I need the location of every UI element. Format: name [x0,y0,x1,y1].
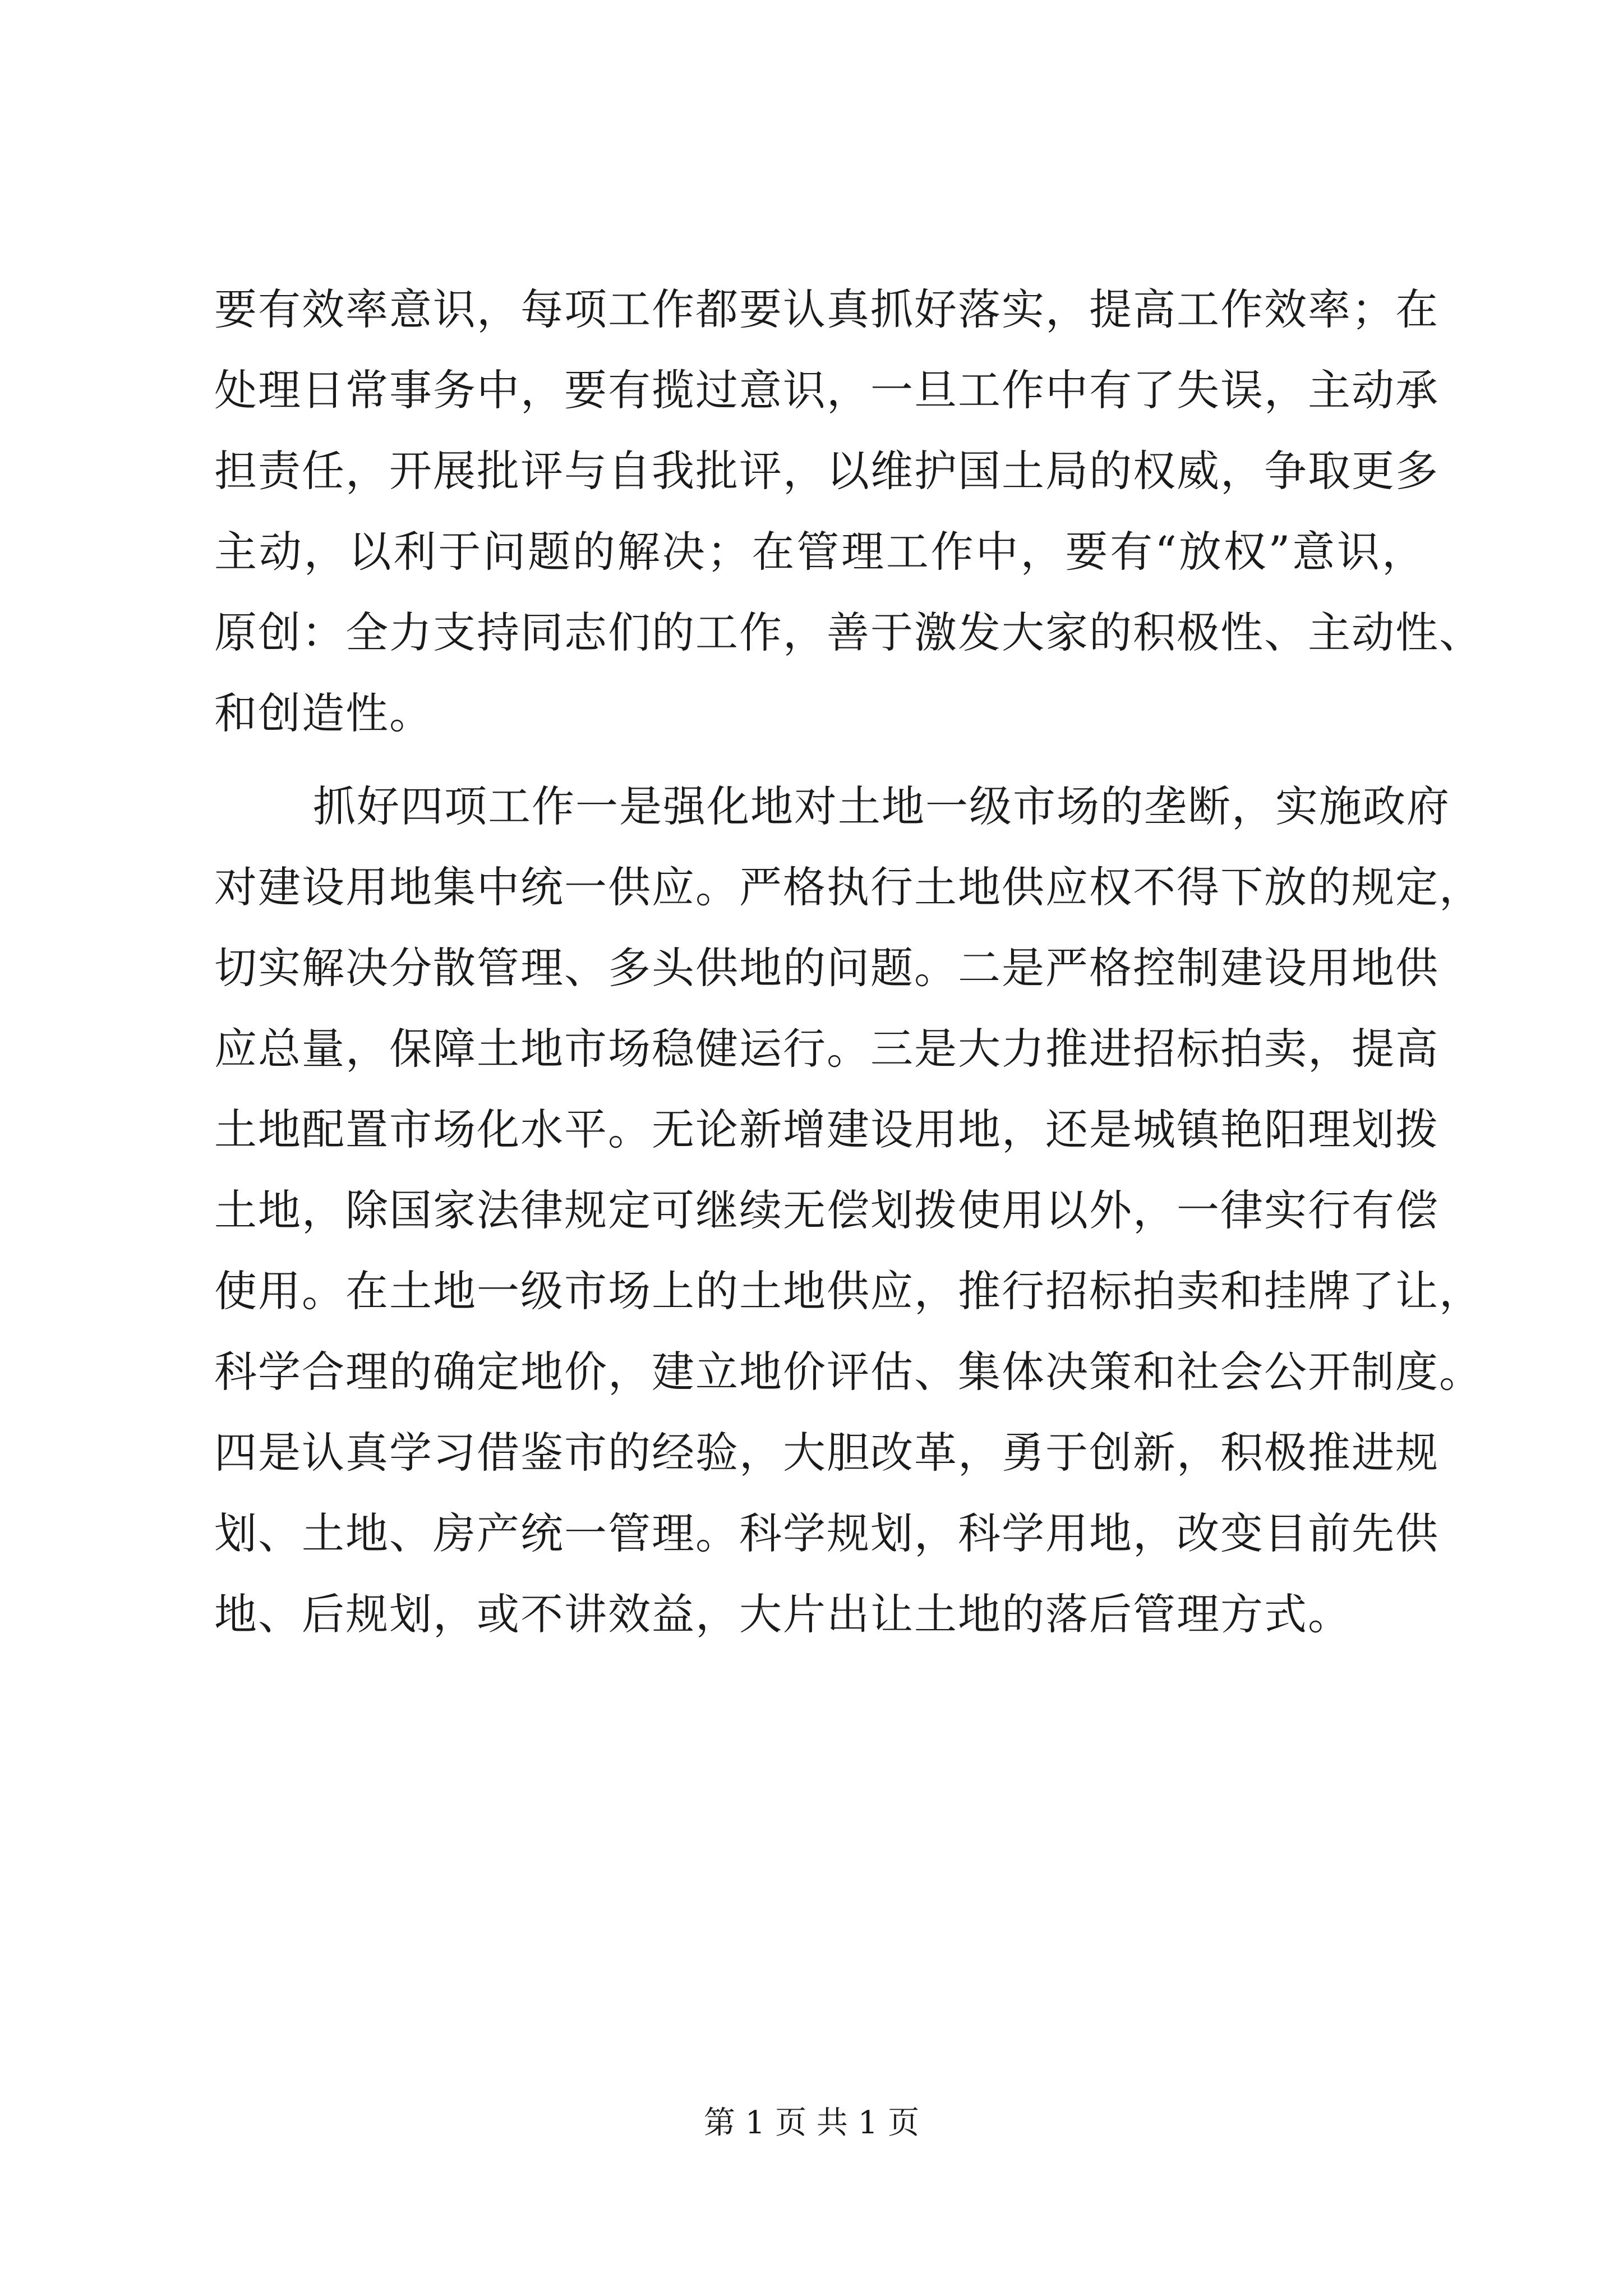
text-line: 科学合理的确定地价，建立地价评估、集体决策和社会公开制度。 [214,1347,1483,1397]
text-line: 要有效率意识，每项工作都要认真抓好落实，提高工作效率；在 [214,284,1439,334]
paragraph-spacer [214,754,1426,766]
text-line: 处理日常事务中，要有揽过意识，一旦工作中有了失误，主动承 [214,365,1439,415]
text-line: 对建设用地集中统一供应。严格执行土地供应权不得下放的规定， [214,862,1483,912]
text-line: 土地，除国家法律规定可继续无偿划拨使用以外，一律实行有偿 [214,1185,1439,1235]
text-line: 和创造性。 [214,688,433,738]
text-line: 抓好四项工作一是强化地对土地一级市场的垄断，实施政府 [313,781,1450,831]
document-body [214,269,1483,1655]
text-line: 应总量，保障土地市场稳健运行。三是大力推进招标拍卖，提高 [214,1024,1439,1074]
paragraph-1 [214,269,1483,754]
paragraph-2 [214,766,1483,1655]
text-line: 切实解决分散管理、多头供地的问题。二是严格控制建设用地供 [214,943,1439,993]
text-line: 四是认真学习借鉴市的经验，大胆改革，勇于创新，积极推进规 [214,1428,1439,1478]
text-line: 原创：全力支持同志们的工作，善于激发大家的积极性、主动性、 [214,608,1483,657]
text-line: 担责任，开展批评与自我批评，以维护国土局的权威，争取更多 [214,446,1439,496]
text-line: 主动，以利于问题的解决；在管理工作中，要有“放权”意识， [214,527,1426,577]
page-number-footer: 第 1 页 共 1 页 [703,2105,920,2141]
text-line: 划、土地、房产统一管理。科学规划，科学用地，改变目前先供 [214,1508,1439,1558]
text-line: 土地配置市场化水平。无论新增建设用地，还是城镇艳阳理划拨 [214,1105,1439,1154]
text-line: 地、后规划，或不讲效益，大片出让土地的落后管理方式。 [214,1589,1352,1639]
text-line: 使用。在土地一级市场上的土地供应，推行招标拍卖和挂牌了让， [214,1266,1483,1316]
